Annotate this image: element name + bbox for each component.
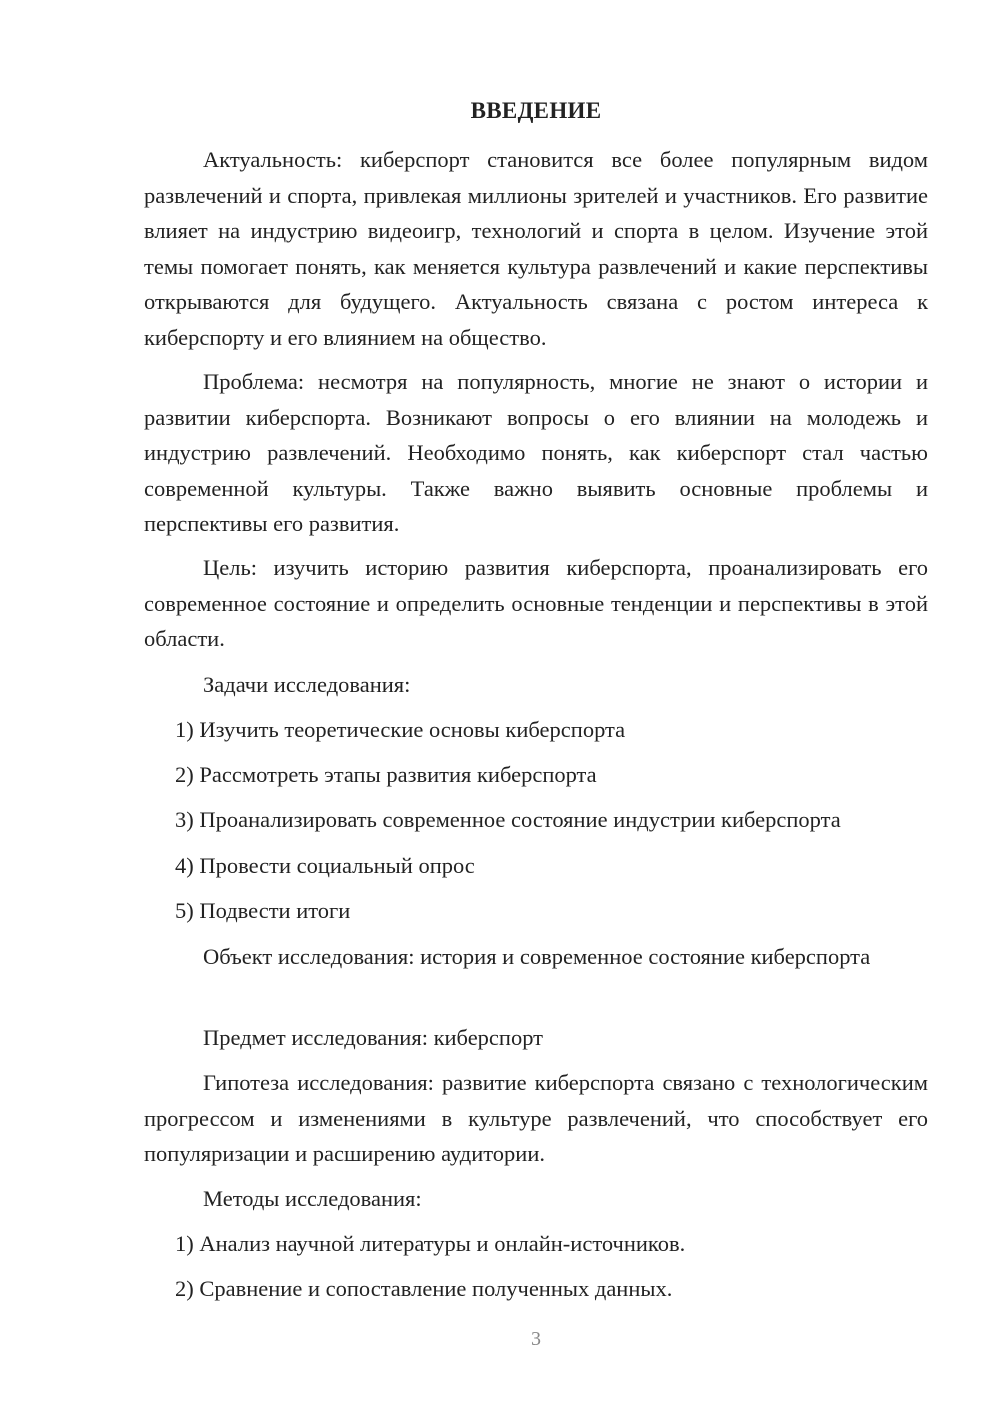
problem-paragraph: Проблема: несмотря на популярность, многие не знают о истории и развитии киберспорта. Возникают вопросы о его влиянии на молодежь и индустрию развлечений. Необходимо понять, как киберспорт стал частью современной культуры. Также важно выявить основные проблемы и перспективы его развития. bbox=[144, 369, 928, 536]
hypothesis-paragraph: Гипотеза исследования: развитие киберспорта связано с технологическим прогрессом и изменениями в культуре развлечений, что способствует его популяризации и расширению аудитории. bbox=[144, 1070, 928, 1166]
task-item-2: 2) Рассмотреть этапы развития киберспорта bbox=[175, 762, 597, 787]
task-item-5: 5) Подвести итоги bbox=[175, 898, 351, 923]
task-item-4: 4) Провести социальный опрос bbox=[175, 853, 475, 878]
page-number: 3 bbox=[531, 1328, 541, 1350]
tasks-heading: Задачи исследования: bbox=[203, 672, 411, 697]
method-item-1: 1) Анализ научной литературы и онлайн-источников. bbox=[175, 1231, 686, 1256]
relevance-paragraph: Актуальность: киберспорт становится все более популярным видом развлечений и спорта, привлекая миллионы зрителей и участников. Его развитие влияет на индустрию видеоигр, технологий и спорта в целом. Изучение этой темы помогает понять, как меняется культура развлечений и какие перспективы открываются для будущего. Актуальность связана с ростом интереса к киберспорту и его влиянием на общество. bbox=[144, 147, 928, 350]
task-item-1: 1) Изучить теоретические основы киберспорта bbox=[175, 717, 626, 742]
subject-paragraph: Предмет исследования: киберспорт bbox=[203, 1025, 543, 1050]
page-title: ВВЕДЕНИЕ bbox=[470, 98, 602, 123]
task-item-3: 3) Проанализировать современное состояние индустрии киберспорта bbox=[175, 807, 841, 832]
object-paragraph: Объект исследования: история и современное состояние киберспорта bbox=[203, 944, 871, 969]
method-item-2: 2) Сравнение и сопоставление полученных данных. bbox=[175, 1276, 673, 1301]
goal-paragraph: Цель: изучить историю развития киберспорта, проанализировать его современное состояние и определить основные тенденции и перспективы в этой области. bbox=[144, 555, 928, 651]
methods-heading: Методы исследования: bbox=[203, 1186, 422, 1211]
